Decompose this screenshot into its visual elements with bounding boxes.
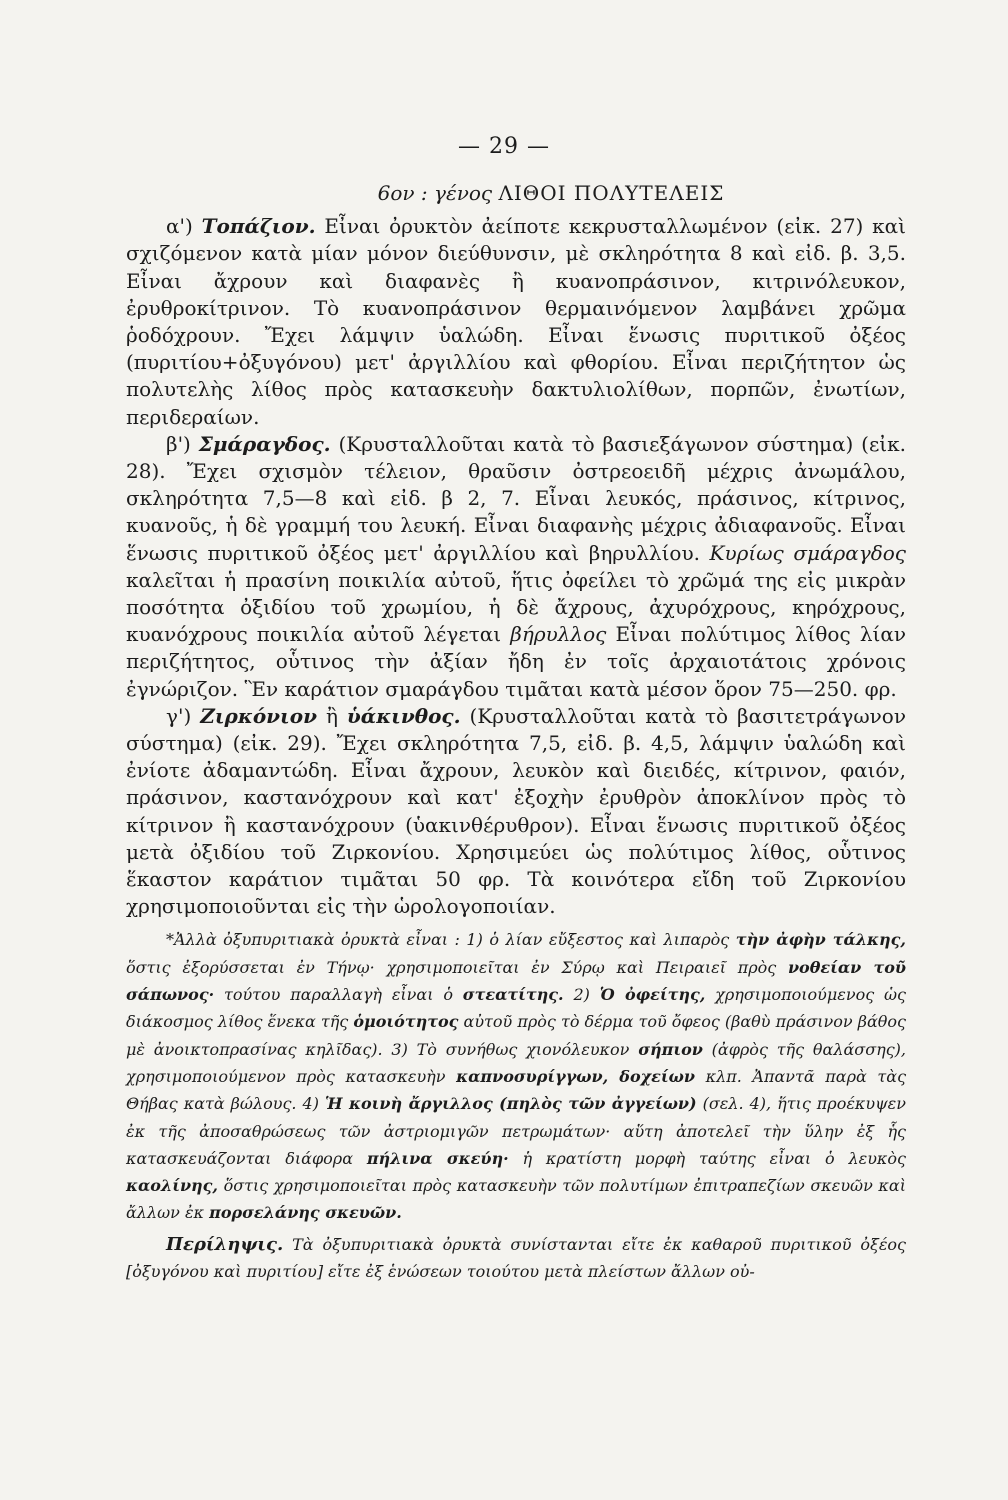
- summary-label: Περίληψις.: [166, 1233, 284, 1255]
- footnote-text-10: ἡ κρατίστη μορφὴ ταύτης εἶναι ὁ λευκὸς: [508, 1148, 907, 1168]
- paragraph-emerald: [126, 431, 906, 703]
- paragraph-zircon: [126, 703, 906, 921]
- emerald-text-1: (Κρυσταλλοῦται κατὰ τὸ βασιεξάγωνον σύστημα) (εἰκ. 28). Ἔχει σχισμὸν τέλειον, θραῦσιν ὀστρεοειδῆ μέχρις ἀνωμάλου, σκληρότητα 7,5—8 καὶ εἰδ. β 2, 7. Εἶναι λευκός, πράσινος, κίτρινος, κυανοῦς, ἡ δὲ γραμμή του λευκή. Εἶναι διαφανὴς μέχρις ἀδιαφανοῦς. Εἶναι ἕνωσις πυριτικοῦ ὀξέος μετ' ἀργιλλίου καὶ βηρυλλίου.: [126, 431, 907, 565]
- emerald-text-2: καλεῖται ἡ πρασίνη ποικιλία αὐτοῦ, ἥτις ὀφείλει τὸ χρῶμά της εἰς μικρὰν ποσότητα ὀξιδίου τοῦ χρωμίου, ἡ δὲ ἄχρους, ἀχυρόχρους, κηρόχρους, κυανόχρους ποικιλία αὐτοῦ λέγεται: [126, 567, 906, 647]
- footnote-term-1: τὴν ἀφὴν τάλκης,: [735, 930, 906, 950]
- zircon-text: (Κρυσταλλοῦται κατὰ τὸ βασιτετράγωνον σύστημα) (εἰκ. 29). Ἔχει σκληρότητα 7,5, εἰδ. β. 4,5, λάμψιν ὑαλώδη καὶ ἐνίοτε ἀδαμαντώδη. Εἶναι ἄχρουν, λευκὸν καὶ διειδές, κίτρινον, φαιόν, πράσινον, καστανόχρουν καὶ κατ' ἐξοχὴν ἐρυθρὸν ἀποκλίνον πρὸς τὸ κίτρινον ἢ καστανόχρουν (ὑακινθέρυθρον). Εἶναι ἕνωσις πυριτικοῦ ὀξέος μετὰ ὀξιδίου τοῦ Ζιρκονίου. Χρησιμεύει ὡς πολύτιμος λίθος, οὗτινος ἕκαστον καράτιον τιμᾶται 50 φρ. Τὰ κοινότερα εἴδη τοῦ Ζιρκονίου χρησιμοποιοῦνται εἰς τὴν ὡρολογοποιίαν.: [126, 703, 906, 919]
- footnote-text-4: 2): [563, 985, 600, 1005]
- footnote-text-2: ὅστις ἐξορύσσεται ἐν Τήνῳ· χρησιμοποιεῖται ἐν Σύρῳ καὶ Πειραιεῖ πρὸς: [126, 957, 788, 977]
- footnote-text-7: (ἀφρὸς τῆς θαλάσσης), χρησιμοποιούμενον πρὸς κατασκευὴν: [126, 1039, 906, 1086]
- emerald-emphasis-2: βήρυλλος: [510, 622, 607, 647]
- topaz-text: Εἶναι ὀρυκτὸν ἀείποτε κεκρυσταλλωμένον (εἰκ. 27) καὶ σχιζόμενον κατὰ μίαν μόνον διεύθυνσιν, μὲ σκληρότητα 8 καὶ εἰδ. β. 3,5. Εἶναι ἄχρουν καὶ διαφανὲς ἢ κυανοπράσινον, κιτρινόλευκον, ἐρυθροκίτρινον. Τὸ κυανοπράσινον θερμαινόμενον λαμβάνει χρῶμα ῥοδόχρουν. Ἔχει λάμψιν ὑαλώδη. Εἶναι ἕνωσις πυριτικοῦ ὀξέος (πυριτίου+ὀξυγόνου) μετ' ἀργιλλίου καὶ φθορίου. Εἶναι περιζήτητον ὡς πολυτελὴς λίθος πρὸς κατασκευὴν δακτυλιολίθων, πορπῶν, ἐνωτίων, περιδεραίων.: [126, 214, 906, 429]
- zircon-term: Ζιρκόνιον: [200, 703, 317, 728]
- footnote-term-7: καπνοσυρίγγων, δοχείων: [456, 1066, 695, 1086]
- footnote-silicates: [126, 926, 906, 1226]
- footnote-term-4: Ὁ ὀφείτης,: [599, 985, 706, 1005]
- heading-title: ΛΙΘΟΙ ΠΟΛΥΤΕΛΕΙΣ: [498, 181, 725, 205]
- emerald-term: Σμάραγδος.: [198, 431, 331, 456]
- footnote-term-8: Ἡ κοινὴ ἄργιλλος (πηλὸς τῶν ἀγγείων): [324, 1094, 697, 1114]
- footnote-term-3: στεατίτης.: [462, 985, 564, 1005]
- footnote-text-11: ὅστις χρησιμοποιεῖται πρὸς κατασκευὴν τῶν πολυτίμων ἐπιτραπεζίων σκευῶν καὶ ἄλλων ἐκ: [126, 1176, 906, 1223]
- heading-lead: 6ον : γένος: [377, 181, 493, 205]
- footnote-term-10: καολίνης,: [126, 1176, 218, 1196]
- footnote-text-5: χρησιμοποιούμενος ὡς διάκοσμος λίθος ἕνεκα τῆς: [126, 985, 907, 1032]
- zircon-conjunction: ἢ: [316, 703, 347, 728]
- footnote-text-8: κλπ. Ἀπαντᾶ παρὰ τὰς Θήβας κατὰ βώλους. 4): [126, 1066, 907, 1114]
- zircon-marker: γ'): [166, 703, 192, 728]
- footnote-term-11: πορσελάνης σκευῶν.: [209, 1203, 402, 1223]
- page-body: [126, 180, 906, 1285]
- footnote-text-3: τούτου παραλλαγὴ εἶναι ὁ: [214, 985, 463, 1005]
- summary-paragraph: [126, 1231, 906, 1285]
- footnote-text-6: αὐτοῦ πρὸς τὸ δέρμα τοῦ ὄφεος (βαθὺ πράσινον βάθος μὲ ἀνοικτοπρασίνας κηλῖδας). 3) Τὸ συνήθως χιονόλευκον: [126, 1012, 907, 1059]
- topaz-marker: α'): [166, 214, 193, 239]
- paragraph-topaz: [126, 213, 906, 431]
- footnote-term-2: νοθείαν τοῦ σάπωνος·: [126, 957, 907, 1005]
- footnote-term-9: πήλινα σκεύη·: [366, 1148, 509, 1168]
- page-number: — 29 —: [458, 134, 550, 159]
- emerald-text-3: Εἶναι πολύτιμος λίθος λίαν περιζήτητος, οὗτινος τὴν ἀξίαν ἤδη ἐν τοῖς ἀρχαιοτάτοις χρόνοις ἐγνώριζον. Ἓν καράτιον σμαράγδου τιμᾶται κατὰ μέσον ὅρον 75—250. φρ.: [126, 622, 906, 701]
- footnote-term-5: ὁμοιότητος: [353, 1012, 459, 1032]
- footnote-text-9: (σελ. 4), ἥτις προέκυψεν ἐκ τῆς ἀποσαθρώσεως τῶν ἀστριομιγῶν πετρωμάτων· αὕτη ἀποτελεῖ τὴν ὕλην ἐξ ἧς κατασκευάζονται διάφορα: [126, 1094, 906, 1168]
- footnote-term-6: σήπιον: [638, 1039, 703, 1059]
- emerald-marker: β'): [166, 431, 191, 456]
- footnote-text-1: *Ἀλλὰ ὀξυπυριτιακὰ ὀρυκτὰ εἶναι : 1) ὁ λίαν εὔξεστος καὶ λιπαρὸς: [166, 930, 736, 950]
- topaz-term: Τοπάζιον.: [201, 214, 316, 239]
- emerald-emphasis-1: Κυρίως σμάραγδος: [709, 540, 906, 565]
- zircon-term-2: ὑάκινθος.: [346, 703, 461, 728]
- summary-text: Τὰ ὀξυπυριτιακὰ ὀρυκτὰ συνίστανται εἴτε ἐκ καθαροῦ πυριτικοῦ ὀξέος [ὀξυγόνου καὶ πυριτίου] εἴτε ἐξ ἑνώσεων τοιούτου μετὰ πλείστων ἄλλων οὐ-: [126, 1234, 906, 1281]
- section-heading: [126, 180, 906, 207]
